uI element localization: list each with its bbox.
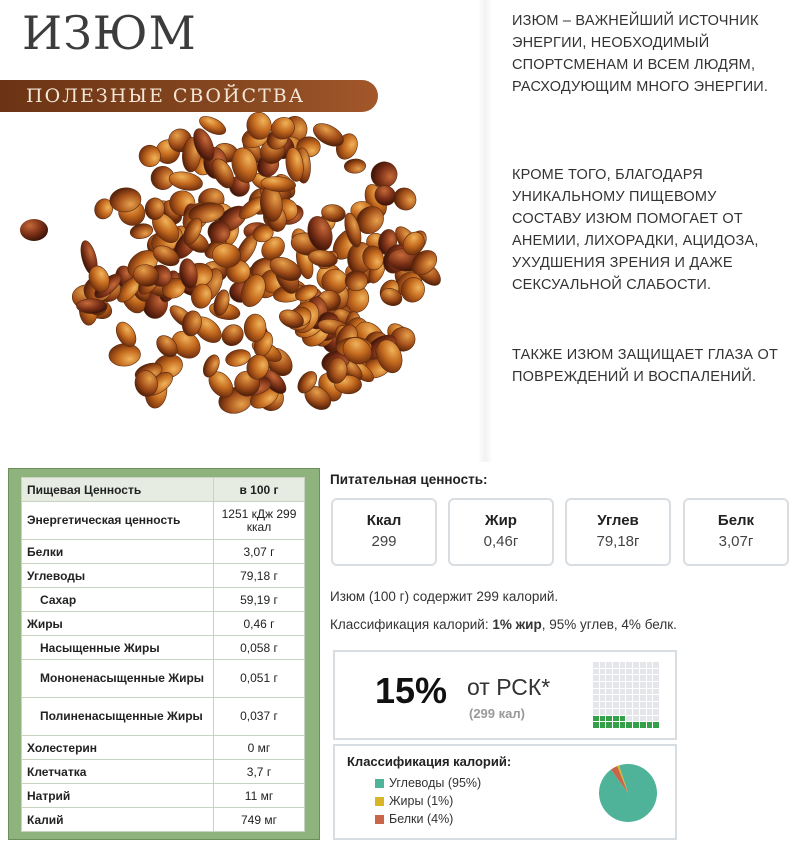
grid-cell — [606, 716, 612, 722]
grid-cell — [620, 702, 626, 708]
card-kcal — [331, 498, 437, 566]
grid-cell — [633, 716, 639, 722]
calories-note: Изюм (100 г) содержит 299 калорий. — [330, 589, 559, 604]
grid-cell — [640, 669, 646, 675]
grid-cell — [620, 689, 626, 695]
row-label: Сахар — [22, 588, 214, 612]
grid-cell — [613, 682, 619, 688]
grid-cell — [613, 689, 619, 695]
row-label: Жиры — [22, 612, 214, 636]
row-label: Полиненасыщенные Жиры — [22, 698, 214, 736]
grid-cell — [606, 689, 612, 695]
table-row — [22, 660, 305, 698]
legend-item-carbs — [375, 776, 481, 790]
row-label: Холестерин — [22, 736, 214, 760]
grid-cell — [653, 669, 659, 675]
grid-cell — [626, 702, 632, 708]
grid-cell — [633, 675, 639, 681]
nutrition-panel-title: Питательная ценность: — [330, 472, 488, 487]
row-label: Углеводы — [22, 564, 214, 588]
classification-note — [330, 617, 677, 632]
table-row — [22, 588, 305, 612]
grid-cell — [613, 709, 619, 715]
legend-swatch — [375, 779, 384, 788]
daily-value-box — [333, 650, 677, 740]
ribbon-label: ПОЛЕЗНЫЕ СВОЙСТВА — [26, 85, 306, 107]
header-value: в 100 г — [214, 478, 305, 502]
grid-cell — [593, 716, 599, 722]
nutrition-table-panel — [8, 468, 320, 840]
grid-cell — [653, 709, 659, 715]
grid-cell — [633, 722, 639, 728]
grid-cell — [653, 722, 659, 728]
grid-cell — [613, 716, 619, 722]
grid-cell — [626, 682, 632, 688]
grid-cell — [593, 662, 599, 668]
grid-cell — [647, 709, 653, 715]
table-row — [22, 698, 305, 736]
grid-cell — [640, 662, 646, 668]
grid-cell — [633, 689, 639, 695]
grid-cell — [593, 695, 599, 701]
grid-cell — [626, 709, 632, 715]
card-label: Углев — [597, 512, 639, 529]
daily-value-label: от РСК* — [467, 674, 551, 700]
grid-cell — [600, 702, 606, 708]
grid-cell — [593, 709, 599, 715]
table-row — [22, 564, 305, 588]
raisins-image — [0, 110, 480, 460]
grid-cell — [620, 709, 626, 715]
grid-cell — [626, 722, 632, 728]
grid-cell — [600, 709, 606, 715]
grid-cell — [653, 682, 659, 688]
legend-item-fat — [375, 794, 453, 808]
row-value: 3,07 г — [214, 540, 305, 564]
grid-cell — [626, 669, 632, 675]
grid-cell — [626, 716, 632, 722]
grid-cell — [626, 695, 632, 701]
daily-value-percent: 15% — [375, 670, 448, 711]
row-value: 79,18 г — [214, 564, 305, 588]
row-value: 0,051 г — [214, 660, 305, 698]
grid-cell — [653, 702, 659, 708]
grid-cell — [640, 689, 646, 695]
grid-cell — [620, 722, 626, 728]
row-value: 3,7 г — [214, 760, 305, 784]
grid-cell — [647, 669, 653, 675]
table-row — [22, 612, 305, 636]
grid-cell — [613, 662, 619, 668]
raisin — [218, 320, 248, 350]
row-value: 0 мг — [214, 736, 305, 760]
classification-pie-chart — [597, 762, 659, 824]
daily-value-grid — [593, 662, 659, 728]
legend-swatch — [375, 797, 384, 806]
card-value: 79,18г — [596, 533, 640, 550]
grid-cell — [653, 662, 659, 668]
grid-cell — [613, 722, 619, 728]
card-fat — [448, 498, 554, 566]
grid-cell — [640, 675, 646, 681]
grid-cell — [613, 669, 619, 675]
grid-cell — [626, 675, 632, 681]
grid-cell — [647, 689, 653, 695]
table-row — [22, 760, 305, 784]
card-value: 3,07г — [718, 533, 754, 550]
header-label: Пищевая Ценность — [22, 478, 214, 502]
row-label: Натрий — [22, 784, 214, 808]
grid-cell — [600, 722, 606, 728]
row-label: Насыщенные Жиры — [22, 636, 214, 660]
grid-cell — [606, 702, 612, 708]
hero-title: ИЗЮМ — [22, 6, 197, 60]
legend-label: Жиры (1%) — [389, 794, 454, 808]
grid-cell — [613, 702, 619, 708]
daily-value-kcal: (299 кал) — [469, 706, 525, 721]
title-ribbon — [0, 80, 378, 112]
grid-cell — [653, 675, 659, 681]
table-row — [22, 736, 305, 760]
row-value: 0,037 г — [214, 698, 305, 736]
classification-rest: , 95% углев, 4% белк. — [541, 617, 677, 632]
grid-cell — [620, 669, 626, 675]
grid-cell — [606, 722, 612, 728]
raisin — [344, 158, 366, 173]
grid-cell — [640, 695, 646, 701]
grid-cell — [600, 675, 606, 681]
raisin — [108, 343, 141, 368]
grid-cell — [647, 682, 653, 688]
card-protein — [683, 498, 789, 566]
table-row — [22, 636, 305, 660]
row-label: Белки — [22, 540, 214, 564]
grid-cell — [633, 702, 639, 708]
grid-cell — [606, 682, 612, 688]
row-value: 0,46 г — [214, 612, 305, 636]
classification-fat: 1% жир — [492, 617, 542, 632]
grid-cell — [647, 662, 653, 668]
grid-cell — [613, 695, 619, 701]
grid-cell — [647, 675, 653, 681]
raisin — [20, 219, 48, 241]
card-label: Ккал — [366, 512, 402, 529]
row-label: Клетчатка — [22, 760, 214, 784]
row-value: 1251 кДж 299 ккал — [214, 502, 305, 540]
row-value: 0,058 г — [214, 636, 305, 660]
grid-cell — [620, 682, 626, 688]
grid-cell — [593, 722, 599, 728]
grid-cell — [640, 709, 646, 715]
table-row — [22, 808, 305, 832]
grid-cell — [640, 716, 646, 722]
grid-cell — [647, 722, 653, 728]
grid-cell — [606, 695, 612, 701]
grid-cell — [593, 669, 599, 675]
grid-cell — [640, 702, 646, 708]
grid-cell — [593, 675, 599, 681]
grid-cell — [653, 689, 659, 695]
grid-cell — [626, 689, 632, 695]
grid-cell — [606, 662, 612, 668]
grid-cell — [593, 702, 599, 708]
grid-cell — [647, 702, 653, 708]
grid-cell — [606, 709, 612, 715]
grid-cell — [593, 689, 599, 695]
grid-cell — [620, 662, 626, 668]
paragraph-energy: ИЗЮМ – ВАЖНЕЙШИЙ ИСТОЧНИК ЭНЕРГИИ, НЕОБХОДИМЫЙ СПОРТСМЕНАМ И ВСЕМ ЛЮДЯМ, РАСХОДУЮЩИМ МНОГО ЭНЕРГИИ. — [512, 13, 769, 95]
grid-cell — [606, 675, 612, 681]
paragraph-eyes: ТАКЖЕ ИЗЮМ ЗАЩИЩАЕТ ГЛАЗА ОТ ПОВРЕЖДЕНИЙ И ВОСПАЛЕНИЙ. — [512, 347, 779, 385]
grid-cell — [626, 662, 632, 668]
row-value: 11 мг — [214, 784, 305, 808]
legend-label: Углеводы (95%) — [389, 776, 482, 790]
raisin — [76, 299, 107, 314]
row-value: 749 мг — [214, 808, 305, 832]
column-divider — [478, 0, 492, 462]
row-label: Энергетическая ценность — [22, 502, 214, 540]
grid-cell — [633, 709, 639, 715]
grid-cell — [620, 695, 626, 701]
table-row — [22, 502, 305, 540]
table-row — [22, 784, 305, 808]
grid-cell — [600, 716, 606, 722]
grid-cell — [600, 682, 606, 688]
grid-cell — [606, 669, 612, 675]
card-label: Жир — [485, 512, 517, 529]
table-header-row — [22, 478, 305, 502]
row-value: 59,19 г — [214, 588, 305, 612]
classification-title: Классификация калорий: — [347, 754, 512, 769]
classification-prefix: Классификация калорий: — [330, 617, 493, 632]
grid-cell — [640, 722, 646, 728]
grid-cell — [653, 695, 659, 701]
grid-cell — [640, 682, 646, 688]
grid-cell — [600, 669, 606, 675]
legend-item-protein — [375, 812, 453, 826]
row-label: Мононенасыщенные Жиры — [22, 660, 214, 698]
grid-cell — [600, 695, 606, 701]
grid-cell — [633, 669, 639, 675]
legend-swatch — [375, 815, 384, 824]
grid-cell — [633, 682, 639, 688]
grid-cell — [647, 716, 653, 722]
grid-cell — [600, 662, 606, 668]
calorie-classification-box — [333, 744, 677, 840]
grid-cell — [633, 695, 639, 701]
grid-cell — [647, 695, 653, 701]
nutrition-table — [21, 477, 305, 832]
grid-cell — [613, 675, 619, 681]
grid-cell — [593, 682, 599, 688]
legend-label: Белки (4%) — [389, 812, 454, 826]
grid-cell — [600, 689, 606, 695]
card-carbs — [565, 498, 671, 566]
paragraph-health: КРОМЕ ТОГО, БЛАГОДАРЯ УНИКАЛЬНОМУ ПИЩЕВОМУ СОСТАВУ ИЗЮМ ПОМОГАЕТ ОТ АНЕМИИ, ЛИХОРАДКИ, АЦИДОЗА, УХУДШЕНИЯ ЗРЕНИЯ И ДАЖЕ СЕКСУАЛЬНОЙ СЛАБОСТИ. — [512, 167, 759, 293]
grid-cell — [620, 675, 626, 681]
grid-cell — [620, 716, 626, 722]
card-value: 299 — [371, 533, 397, 550]
card-value: 0,46г — [483, 533, 519, 550]
grid-cell — [633, 662, 639, 668]
table-row — [22, 540, 305, 564]
grid-cell — [653, 716, 659, 722]
card-label: Белк — [717, 512, 755, 529]
row-label: Калий — [22, 808, 214, 832]
